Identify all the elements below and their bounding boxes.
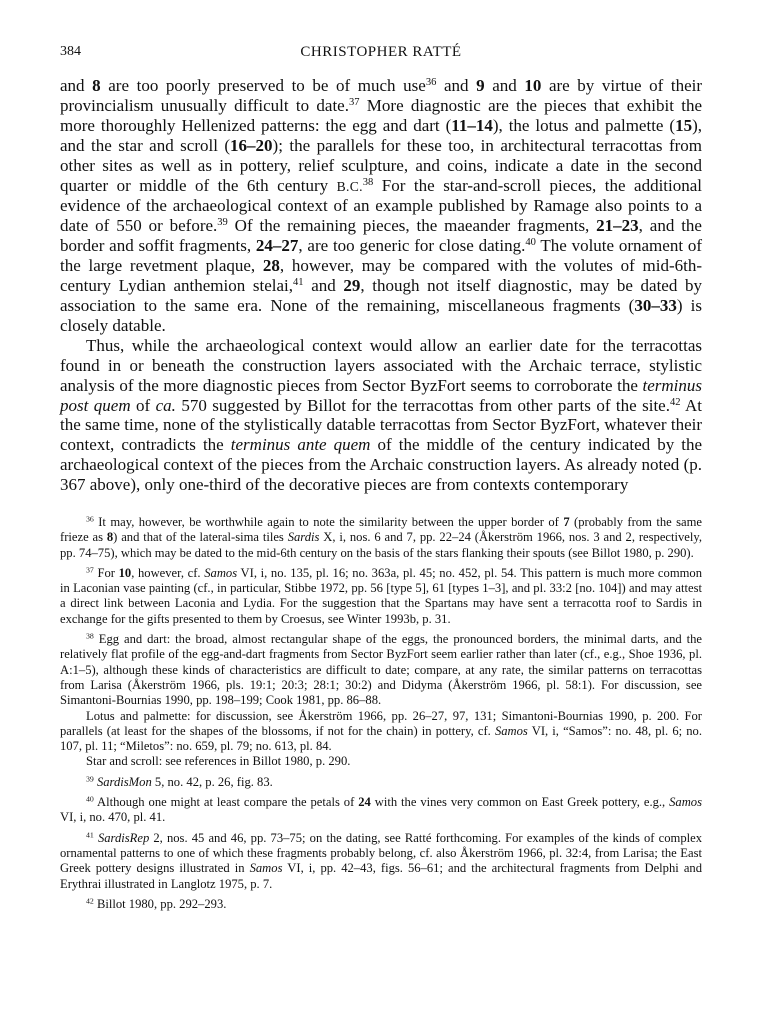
page-header [60, 44, 702, 66]
footnote: $^{38}$ Egg and dart: the broad, almost rectangular shape of the eggs, the pronounced borders, the minimal darts, and the relatively flat profile of the egg-and-dart fragments from Sector ByzFort seem earlier rather than later (cf., e.g., Shoe 1936, pl. A:1–5), although these kinds of characteristics are difficult to date; compare, at any rate, the similar patterns on terracottas from Larisa (Åkerström 1966, pls. 19:1; 20:3; 28:1; 30:2) and Didyma (Åkerström 1966, pl. 58:1). For discussion, see Simantoni-Bournias 1990, pp. 198–199; Cook 1981, pp. 86–88. [60, 631, 702, 708]
footnote: Star and scroll: see references in Billot 1980, p. 290. [86, 754, 351, 769]
footnote: $^{36}$ It may, however, be worthwhile again to note the similarity between the upper border of 7 (probably from the same frieze as 8) and that of the lateral-sima tiles Sardis X, i, nos. 6 and 7, pp. 22–24 (Åkerström 1966, nos. 3 and 2, respectively, pp. 74–75), which may be dated to the mid-6th century on the basis of the stars flanking their spouts (see Billot 1980, p. 290). [60, 514, 703, 560]
footnote: $^{42}$ Billot 1980, pp. 292–293. [86, 896, 227, 911]
footnote: $^{40}$ Although one might at least compare the petals of 24 with the vines very common on East Greek pottery, e.g., Samos VI, i, no. 470, pl. 41. [60, 794, 702, 825]
footnotes [60, 515, 702, 917]
footnote: Lotus and palmette: for discussion, see Åkerström 1966, pp. 26–27, 97, 131; Simantoni-Bournias 1990, p. 200. For parallels (at least for the shapes of the blossoms, if not for the chain) in pottery, cf. Samos VI, i, “Samos”: no. 48, pl. 6; no. 107, pl. 11; “Miletos”: no. 659, pl. 79; no. 613, pl. 84. [60, 708, 703, 754]
footnote: $^{37}$ For 10, however, cf. Samos VI, i, no. 135, pl. 16; no. 363a, pl. 45; no. 452, pl. 54. This pattern is much more common in Laconian vase painting (cf., in particular, Stibbe 1972, pp. 56 [type 5], 61 [types 1–3], and pl. 33:2 [no. 104]) and may attest a direct link between Laconia and Lydia. For the suggestion that the Spartans may have sent a terracotta roof to Sardis in exchange for the gifts presented to them by Croesus, see Winter 1993b, p. 31. [60, 565, 703, 626]
body-paragraph: and 8 are too poorly preserved to be of much use$^{36}$ and 9 and 10 are by virtue of their provincialism unusually difficult to date.$^{37}$ More diagnostic are the pieces that exhibit the more thoroughly Hellenized patterns: the egg and dart (11–14), the lotus and palmette (15), and the star and scroll (16–20); the parallels for these too, in architectural terracottas from other sites as well as in pottery, relief sculpture, and coins, indicate a date in the second quarter or middle of the 6th century B.C.$^{38}$ For the star-and-scroll pieces, the additional evidence of the archaeological context of an example published by Ramage also points to a date of 550 or before.$^{39}$ Of the remaining pieces, the maeander fragments, 21–23, and the border and soffit fragments, 24–27, are too generic for close dating.$^{40}$ The volute ornament of the large revetment plaque, 28, however, may be compared with the volutes of mid-6th-century Lydian anthemion stelai,$^{41}$ and 29, though not itself diagnostic, may be dated by association to the same era. None of the remaining, miscellaneous fragments (30–33) is closely datable. [60, 76, 703, 335]
body-paragraph: Thus, while the archaeological context would allow an earlier date for the terracottas found in or beneath the construction layers associated with the Archaic terrace, stylistic analysis of the more diagnostic pieces from Sector ByzFort seems to corroborate the terminus post quem of ca. 570 suggested by Billot for the terracottas from other parts of the site.$^{42}$ At the same time, none of the stylistically datable terracottas from Sector ByzFort, whatever their context, contradicts the terminus ante quem of the middle of the century indicated by the archaeological context of the pieces from the Archaic construction layers. As already noted (p. 367 above), only one-third of the decorative pieces are from contexts contemporary [60, 335, 703, 495]
footnote: $^{41}$ SardisRep 2, nos. 45 and 46, pp. 73–75; on the dating, see Ratté forthcoming. For examples of the kinds of complex ornamental patterns to one of which these fragments probably belong, cf. also Åkerström 1966, pl. 32:4, from Larisa; the East Greek pottery designs illustrated in Samos VI, i, pp. 42–43, figs. 56–61; and the architectural fragments from Delphi and Erythrai illustrated in Langlotz 1975, p. 7. [60, 830, 702, 891]
page-number: 384 [60, 44, 81, 59]
main-text [60, 76, 702, 495]
footnote: $^{39}$ SardisMon 5, no. 42, p. 26, fig. 83. [86, 774, 273, 789]
running-head: CHRISTOPHER RATTÉ [300, 44, 462, 60]
